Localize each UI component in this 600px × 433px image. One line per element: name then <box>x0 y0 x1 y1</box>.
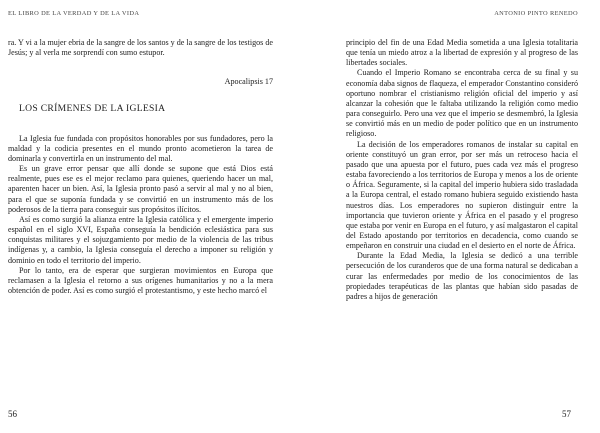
body-paragraph: Durante la Edad Media, la Iglesia se dedicó a una terrible persecución de los curanderos que de una forma natural se dedicaban a curar las enfermedades por medio de los conocimientos de las propiedades terapéuticas de las plantas que habían sido pasadas de padres a hijos de generación <box>346 251 578 301</box>
running-header-right: ANTONIO PINTO RENEDO <box>494 10 578 17</box>
body-paragraph: Cuando el Imperio Romano se encontraba cerca de su final y su economía daba signos de flaqueza, el emperador Constantino consideró oportuno nombrar el cristianismo religión oficial del imperio y así alcanzar la cohesión que le faltaba utilizando la religión como medio para conseguirlo. Pero una vez que el imperio se desmembró, la Iglesia se convirtió más en un medio de poder político que en un instrumento religioso. <box>346 68 578 139</box>
citation: Apocalipsis 17 <box>224 77 273 87</box>
left-page-body <box>8 38 273 296</box>
body-paragraph: principio del fin de una Edad Media sometida a una Iglesia totalitaria que tenía un miedo atroz a la libertad de expresión y al progreso de las libertades sociales. <box>346 38 578 68</box>
body-paragraph: Es un grave error pensar que allí donde se supone que está Dios está realmente, pues ese es el mejor reclamo para quienes, queriendo hacer un mal, aparenten hacer un bien. Así, la Iglesia pronto pasó a servir al mal y no al bien, para el que se suponía fundada y se convirtió en un instrumento más de los poderosos de la tierra para conseguir sus propósitos ilícitos. <box>8 164 273 214</box>
section-title: LOS CRÍMENES DE LA IGLESIA <box>19 103 166 115</box>
body-paragraph: La Iglesia fue fundada con propósitos honorables por sus fundadores, pero la maldad y la codicia presentes en el mundo pronto acometieron la tarea de dominarla y convertirla en un instrumento del mal. <box>8 133 273 163</box>
running-header-left: EL LIBRO DE LA VERDAD Y DE LA VIDA <box>8 10 140 17</box>
right-page-body <box>346 38 578 302</box>
page-number-right: 57 <box>562 409 571 419</box>
body-paragraph: Así es como surgió la alianza entre la Iglesia católica y el emergente imperio español en el siglo XVI, España conseguía la bendición eclesiástica para sus conquistas militares y el sojuzgamiento por medio de la violencia de las tribus indígenas y, a cambio, la Iglesia conseguía el derecho a imponer su religión y dominio en todo el territorio del imperio. <box>8 214 273 265</box>
body-paragraph: La decisión de los emperadores romanos de instalar su capital en oriente constituyó un gran error, por ser más un retroceso hacia el pasado que una apuesta por el futuro, pues cada vez más el progreso estaba favoreciendo a los territorios de Europa y menos a los de oriente o África. Seguramente, si la capital del imperio hubiera sido trasladada a la Europa central, el estado romano hubiera seguido existiendo hasta nuestros días. Los emperadores no supieron distinguir entre la importancia que tuvieron oriente y África en el pasado y el progreso que estaba por venir en Europa en el futuro, y así malgastaron el capital del Estado apostando por territorios en decadencia, como cuando se empeñaron en construir una ciudad en el desierto en el norte de África. <box>346 139 578 251</box>
right-page <box>300 0 600 433</box>
page-number-left: 56 <box>8 409 17 419</box>
lead-paragraph: ra. Y vi a la mujer ebria de la sangre de los santos y de la sangre de los testigos de Jesús; y al verla me sorprendí con sumo estupor. <box>8 38 273 58</box>
body-paragraph: Por lo tanto, era de esperar que surgieran movimientos en Europa que reclamasen a la Iglesia el retorno a sus orígenes humanitarios y no a la mera obtención de poder. Así es como surgió el protestantismo, y este hecho marcó el <box>8 265 273 295</box>
